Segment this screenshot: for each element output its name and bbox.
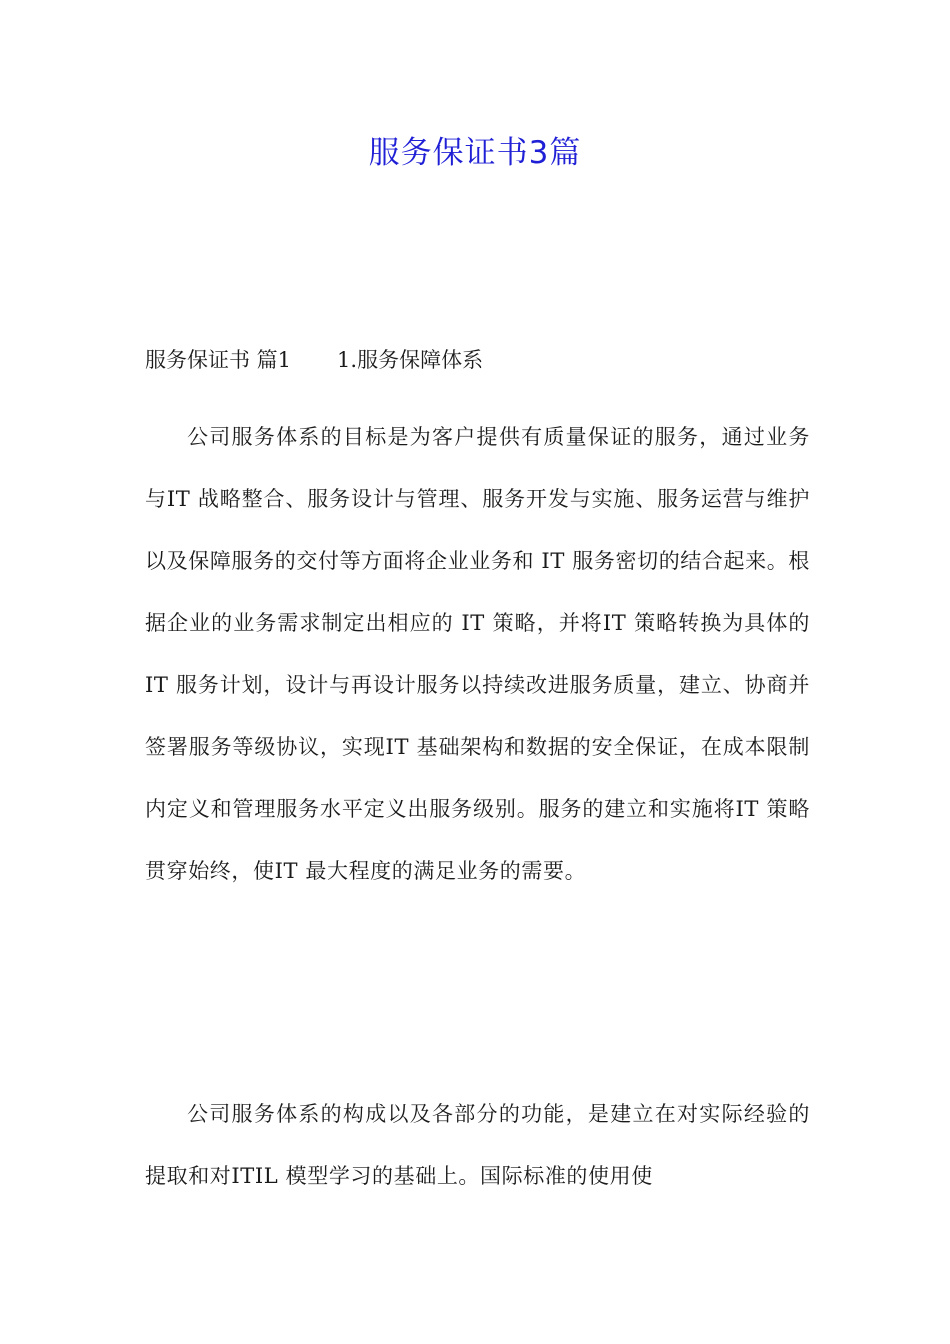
body-paragraph: 公司服务体系的目标是为客户提供有质量保证的服务，通过业务与IT 战略整合、服务设计与管理、服务开发与实施、服务运营与维护以及保障服务的交付等方面将企业业务和 IT 服务密切的结合起来。根据企业的业务需求制定出相应的 IT 策略，并将IT 策略转换为具体的IT 服务计划，设计与再设计服务以持续改进服务质量，建立、协商并签署服务等级协议，实现IT 基础架构和数据的安全保证，在成本限制内定义和管理服务水平定义出服务级别。服务的建立和实施将IT 策略贯穿始终，使IT 最大程度的满足业务的需要。 <box>145 425 810 883</box>
body-paragraph: 公司服务体系的构成以及各部分的功能，是建立在对实际经验的提取和对ITIL 模型学习的基础上。国际标准的使用使 <box>145 1102 810 1188</box>
document-title: 服务保证书3篇 <box>368 135 582 171</box>
section-subheading: 1.服务保障体系 <box>337 348 484 372</box>
section-heading <box>145 344 810 376</box>
section-heading-label: 服务保证书 篇1 <box>145 348 292 372</box>
